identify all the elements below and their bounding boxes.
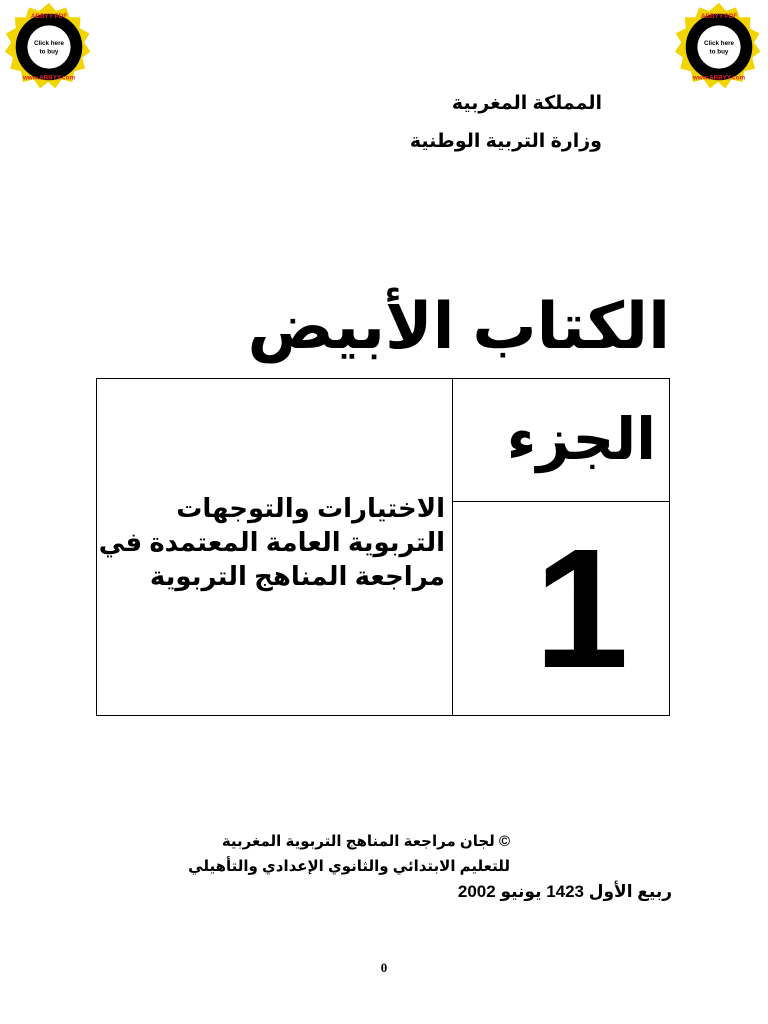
svg-text:ABBYY PDF: ABBYY PDF	[30, 13, 68, 21]
svg-text:www.ABBYY.com: www.ABBYY.com	[692, 74, 746, 82]
part-subject-line: الاختيارات والتوجهات	[176, 493, 445, 523]
abbyy-watermark-badge-right[interactable]	[672, 2, 766, 92]
svg-text:www.ABBYY.com: www.ABBYY.com	[22, 74, 76, 82]
svg-text:to buy: to buy	[709, 48, 729, 56]
svg-text:to buy: to buy	[39, 48, 59, 56]
page-number: 0	[380, 960, 388, 975]
part-number: 1	[534, 514, 629, 704]
abbyy-watermark-badge-left[interactable]	[2, 2, 96, 92]
publication-date: ربيع الأول 1423 يونيو 2002	[457, 882, 672, 901]
svg-text:Click here: Click here	[33, 40, 65, 48]
part-info-box	[96, 378, 670, 716]
ministry-heading: وزارة التربية الوطنية	[409, 131, 602, 152]
svg-text:ABBYY PDF: ABBYY PDF	[700, 13, 738, 21]
education-levels-line: للتعليم الابتدائي والثانوي الإعدادي والتأهيلي	[188, 858, 510, 875]
part-subject	[98, 491, 451, 593]
copyright-line: © لجان مراجعة المناهج التربوية المغربية	[221, 833, 510, 850]
part-subject-line: التربوية العامة المعتمدة في	[98, 527, 445, 557]
part-subject-line: مراجعة المناهج التربوية	[149, 561, 445, 591]
part-label: الجزء	[506, 407, 656, 472]
book-title: الكتاب الأبيض	[247, 290, 670, 362]
svg-text:Click here: Click here	[703, 40, 735, 48]
kingdom-heading: المملكة المغربية	[451, 93, 602, 114]
